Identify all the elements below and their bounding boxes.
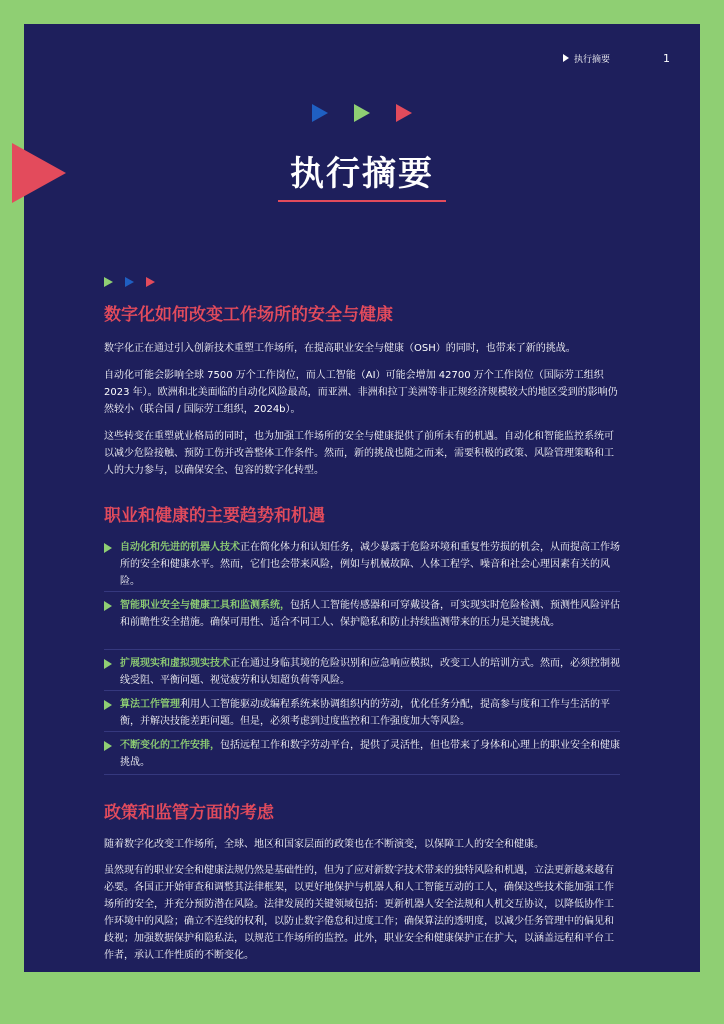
bullet-arrow-icon [104, 601, 112, 611]
play-icon [563, 54, 569, 62]
list-item [104, 696, 620, 730]
header-section [563, 52, 610, 65]
list-item [104, 655, 620, 689]
bullet-arrow-icon [104, 543, 112, 553]
divider [104, 649, 620, 650]
bullet-text: 正在通过身临其境的危险识别和应急响应模拟，改变工人的培训方式。然而，必须控制视线受阻、平衡问题、视觉疲劳和认知超负荷等风险。 [120, 658, 620, 686]
bullet-arrow-icon [104, 659, 112, 669]
page-title: 执行摘要 [290, 154, 434, 194]
paragraph: 这些转变在重塑就业格局的同时，也为加强工作场所的安全与健康提供了前所未有的机遇。自动化和智能监控系统可以减少危险接触、预防工伤并改善整体工作条件。然而，新的挑战也随之而来，需要积极的政策、风险管理策略和工人的大力参与，以确保安全、包容的数字化转型。 [104, 431, 614, 476]
bullet-text: 利用人工智能驱动或编程系统来协调组织内的劳动，优化任务分配，提高参与度和工作与生活的平衡，并解决技能差距问题。但是，必须考虑到过度监控和工作强度加大等风险。 [120, 699, 610, 727]
bullet-highlight: 算法工作管理 [120, 699, 180, 710]
header-section-label: 执行摘要 [573, 55, 610, 65]
bullet-item [104, 737, 620, 771]
bullet-highlight: 不断变化的工作安排， [120, 740, 220, 751]
bullet-arrow-icon [104, 741, 112, 751]
section-3-p1 [104, 836, 620, 853]
section-3-p2 [104, 862, 620, 964]
divider [104, 591, 620, 592]
paragraph: 随着数字化改变工作场所，全球、地区和国家层面的政策也在不断演变，以保障工人的安全和健康。 [104, 839, 544, 850]
bullet-item [104, 539, 620, 590]
bullet-highlight: 扩展现实和虚拟现实技术 [120, 658, 230, 669]
paragraph: 虽然现有的职业安全和健康法规仍然是基础性的，但为了应对新数字技术带来的独特风险和机遇，立法更新越来越有必要。各国正开始审查和调整其法律框架，以更好地保护与机器人和人工智能互动的工人，确保这些技术能加强工作场所的安全，并充分预防潜在风险。法律发展的关键领域包括：更新机器人安全法规和人机交互协议，以降低协作工作环境中的风险；确立不连线的权利，以防止数字倦怠和过度工作；确保算法的透明度，以减少任务管理中的偏见和歧视；加强数据保护和隐私法，以规范工作场所的监控。此外，职业安全和健康保护正在扩大，以涵盖远程和平台工作者，承认工作性质的不断变化。 [104, 865, 614, 961]
section-2 [104, 501, 620, 526]
section-1-p1 [104, 340, 620, 357]
red-arrow-icon [146, 277, 155, 287]
divider [104, 774, 620, 775]
green-arrow-icon [354, 104, 370, 122]
divider [104, 690, 620, 691]
section-1-p3 [104, 428, 620, 479]
bullet-item [104, 597, 620, 631]
page [24, 24, 700, 972]
list-item [104, 539, 620, 590]
red-arrow-icon [396, 104, 412, 122]
title-arrows [312, 104, 412, 122]
bullet-text: 包括远程工作和数字劳动平台，提供了灵活性，但也带来了身体和心理上的职业安全和健康挑战。 [120, 740, 620, 768]
page-header [54, 52, 670, 68]
bullet-text: 包括人工智能传感器和可穿戴设备，可实现实时危险检测、预测性风险评估和前瞻性安全措施。确保可用性、适合不同工人、保护隐私和防止持续监测带来的压力是关键挑战。 [120, 600, 620, 628]
section-1-p2 [104, 367, 620, 418]
bullet-highlight: 智能职业安全与健康工具和监测系统， [120, 600, 290, 611]
paragraph: 数字化正在通过引入创新技术重塑工作场所，在提高职业安全与健康（OSH）的同时，也带来了新的挑战。 [104, 343, 576, 354]
list-item [104, 597, 620, 631]
title-underline [278, 200, 446, 202]
bullet-arrow-icon [104, 700, 112, 710]
section-1 [104, 300, 620, 325]
paragraph: 自动化可能会影响全球 7500 万个工作岗位，而人工智能（AI）可能会增加 42700 万个工作岗位（国际劳工组织 2023 年）。欧洲和北美面临的自动化风险最高，而亚洲、非洲和拉丁美洲等非正规经济规模较大的地区受到的影响仍然较小（联合国 / 国际劳工组织，2024b）。 [104, 370, 618, 415]
section-2-heading: 职业和健康的主要趋势和机遇 [104, 506, 325, 526]
blue-arrow-icon [312, 104, 328, 122]
list-item [104, 737, 620, 771]
section-3-heading: 政策和监管方面的考虑 [104, 803, 274, 823]
section-arrows [104, 276, 164, 288]
section-1-heading: 数字化如何改变工作场所的安全与健康 [104, 305, 393, 325]
bullet-text: 正在简化体力和认知任务，减少暴露于危险环境和重复性劳损的机会，从而提高工作场所的安全和健康水平。然而，它们也会带来风险，例如与机械故障、人体工程学、噪音和社会心理因素有关的风险。 [120, 542, 620, 587]
green-arrow-icon [104, 277, 113, 287]
blue-arrow-icon [125, 277, 134, 287]
page-number: 1 [663, 52, 670, 65]
section-3 [104, 798, 620, 823]
divider [104, 731, 620, 732]
bullet-item [104, 655, 620, 689]
bullet-item [104, 696, 620, 730]
bullet-highlight: 自动化和先进的机器人技术 [120, 542, 240, 553]
